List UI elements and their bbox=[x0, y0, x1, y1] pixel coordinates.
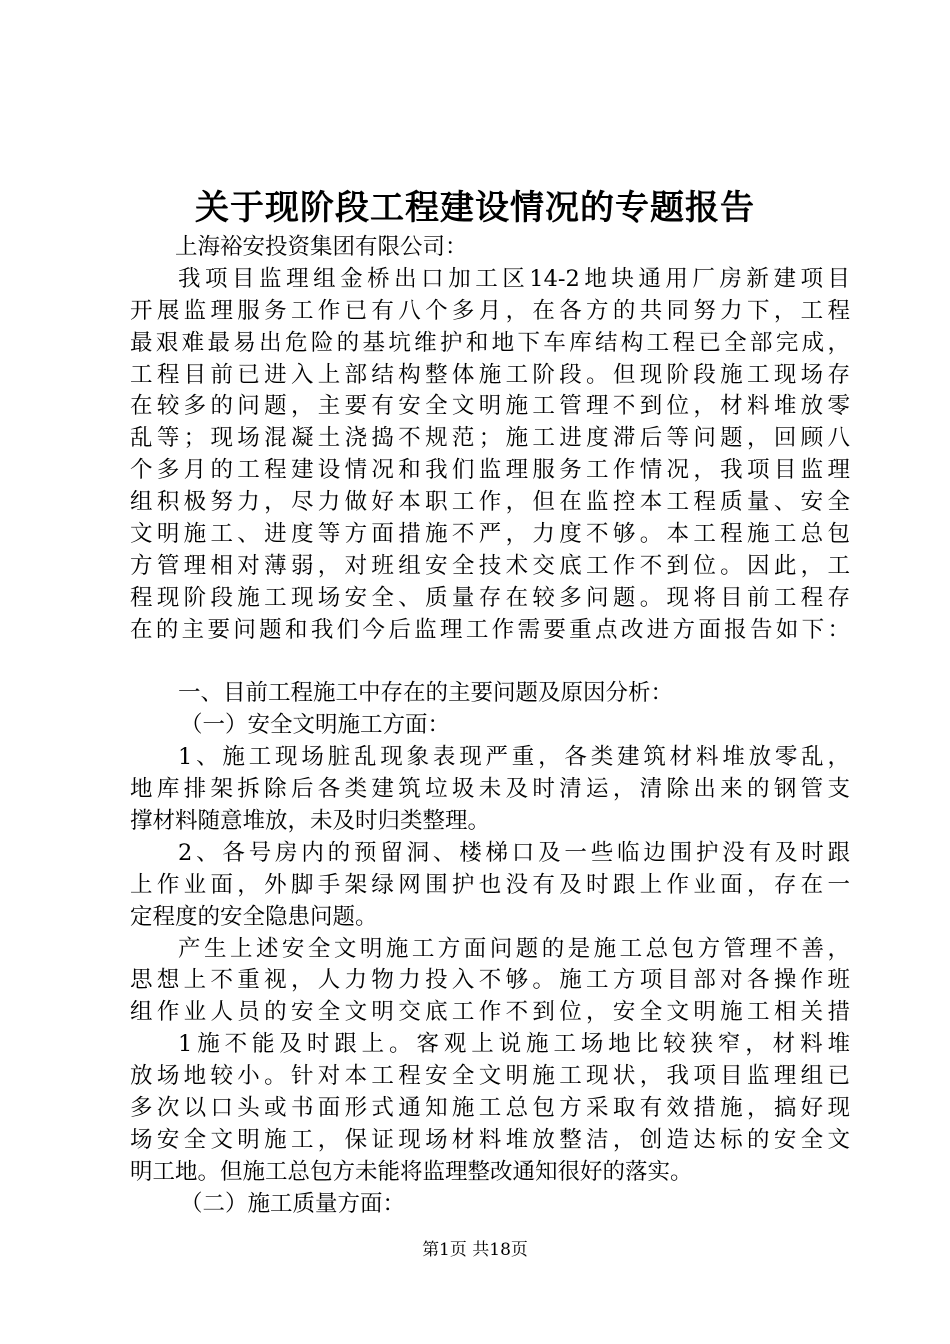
list-item-line: 上作业面，外脚手架绿网围护也没有及时跟上作业面，存在一 bbox=[130, 871, 850, 898]
page-footer: 第1页 共18页 bbox=[422, 1240, 528, 1260]
document-title: 关于现阶段工程建设情况的专题报告 bbox=[195, 188, 755, 228]
section-heading: 一、目前工程施工中存在的主要问题及原因分析： bbox=[178, 680, 674, 707]
paragraph-line: 组积极努力，尽力做好本职工作，但在监控本工程质量、安全 bbox=[130, 489, 850, 516]
document-body bbox=[130, 232, 850, 1221]
paragraph-line: 在较多的问题，主要有安全文明施工管理不到位，材料堆放零 bbox=[130, 393, 850, 420]
list-item-line: 撑材料随意堆放，未及时归类整理。 bbox=[130, 808, 491, 835]
list-item-line: 2、各号房内的预留洞、楼梯口及一些临边围护没有及时跟 bbox=[178, 839, 850, 866]
paragraph-line: 文明施工、进度等方面措施不严，力度不够。本工程施工总包 bbox=[130, 521, 850, 548]
paragraph-line: 工程目前已进入上部结构整体施工阶段。但现阶段施工现场存 bbox=[130, 361, 850, 388]
paragraph-line: 在的主要问题和我们今后监理工作需要重点改进方面报告如下： bbox=[130, 616, 850, 643]
paragraph-line: 放场地较小。针对本工程安全文明施工现状，我项目监理组已 bbox=[130, 1063, 850, 1090]
subsection-heading: （一）安全文明施工方面： bbox=[180, 712, 451, 739]
salutation: 上海裕安投资集团有限公司： bbox=[175, 234, 468, 260]
paragraph-line: 程现阶段施工现场安全、质量存在较多问题。现将目前工程存 bbox=[130, 584, 850, 611]
blank-line bbox=[130, 647, 850, 679]
paragraph-line: 1施不能及时跟上。客观上说施工场地比较狭窄，材料堆 bbox=[178, 1031, 850, 1058]
paragraph-line: 思想上不重视，人力物力投入不够。施工方项目部对各操作班 bbox=[130, 967, 850, 994]
paragraph-line: 方管理相对薄弱，对班组安全技术交底工作不到位。因此，工 bbox=[130, 552, 850, 579]
paragraph-line: 个多月的工程建设情况和我们监理服务工作情况，我项目监理 bbox=[130, 457, 850, 484]
paragraph-line: 组作业人员的安全文明交底工作不到位，安全文明施工相关措 bbox=[130, 999, 850, 1026]
subsection-heading: （二）施工质量方面： bbox=[180, 1190, 406, 1217]
list-item-line: 定程度的安全隐患问题。 bbox=[130, 903, 378, 930]
paragraph-line: 最艰难最易出危险的基坑维护和地下车库结构工程已全部完成， bbox=[130, 329, 850, 356]
paragraph-line: 产生上述安全文明施工方面问题的是施工总包方管理不善， bbox=[178, 935, 850, 962]
list-item-line: 1、施工现场脏乱现象表现严重，各类建筑材料堆放零乱， bbox=[178, 744, 850, 771]
paragraph-line: 乱等；现场混凝土浇捣不规范；施工进度滞后等问题，回顾八 bbox=[130, 425, 850, 452]
paragraph-line: 开展监理服务工作已有八个多月，在各方的共同努力下，工程 bbox=[130, 297, 850, 324]
paragraph-line: 我项目监理组金桥出口加工区14-2地块通用厂房新建项目 bbox=[178, 265, 850, 292]
list-item-line: 地库排架拆除后各类建筑垃圾未及时清运，清除出来的钢管支 bbox=[130, 776, 850, 803]
paragraph-line: 场安全文明施工，保证现场材料堆放整洁，创造达标的安全文 bbox=[130, 1126, 850, 1153]
paragraph-line: 明工地。但施工总包方未能将监理整改通知很好的落实。 bbox=[130, 1158, 693, 1185]
paragraph-line: 多次以口头或书面形式通知施工总包方采取有效措施，搞好现 bbox=[130, 1095, 850, 1122]
